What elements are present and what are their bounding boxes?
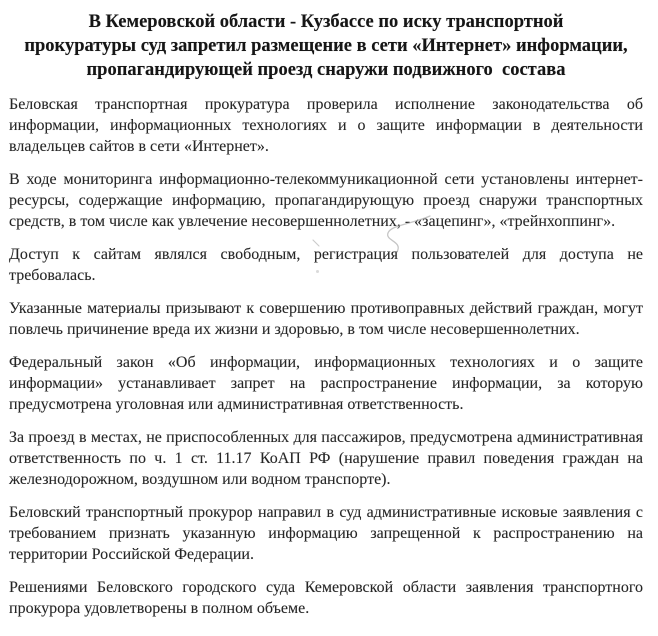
- title-line-2: прокуратуры суд запретил размещение в сети «Интернет» информации,: [24, 36, 628, 56]
- paragraph-8: Решениями Беловского городского суда Кемеровской области заявления транспортного прокурора удовлетворены в полном объеме.: [9, 579, 643, 617]
- paragraph-2: В ходе мониторинга информационно-телекоммуникационной сети установлены интернет-ресурсы, содержащие информацию, пропагандирующую проезд снаружи транспортных средств, в том числе как увлечение несовершеннолетних, - «зацепинг», «трейнхоппинг».: [9, 171, 643, 230]
- paragraph-6: За проезд в местах, не приспособленных для пассажиров, предусмотрена административная ответственность по ч. 1 ст. 11.17 КоАП РФ (нарушение правил поведения граждан на железнодорожном, воздушном или водном транспорте).: [9, 429, 643, 488]
- paragraph-5: Федеральный закон «Об информации, информационных технологиях и о защите информации» устанавливает запрет на распространение информации, за которую предусмотрена уголовная или административная ответственность.: [9, 354, 643, 413]
- paragraph-7: Беловский транспортный прокурор направил в суд административные исковые заявления с требованием признать указанную информацию запрещенной к распространению на территории Российской Федерации.: [9, 504, 643, 563]
- paragraph-1: Беловская транспортная прокуратура проверила исполнение законодательства об информации, информационных технологиях и о защите информации в деятельности владельцев сайтов в сети «Интернет».: [9, 96, 643, 155]
- document-title: [9, 10, 643, 82]
- paragraph-4: Указанные материалы призывают к совершению противоправных действий граждан, могут повлечь причинение вреда их жизни и здоровью, в том числе несовершеннолетних.: [9, 300, 643, 338]
- title-line-3: пропагандирующей проезд снаружи подвижного состава: [86, 60, 566, 80]
- title-line-1: В Кемеровской области - Кузбассе по иску транспортной: [88, 12, 564, 32]
- paragraph-3: Доступ к сайтам являлся свободным, регистрация пользователей для доступа не требовалась.: [9, 246, 643, 284]
